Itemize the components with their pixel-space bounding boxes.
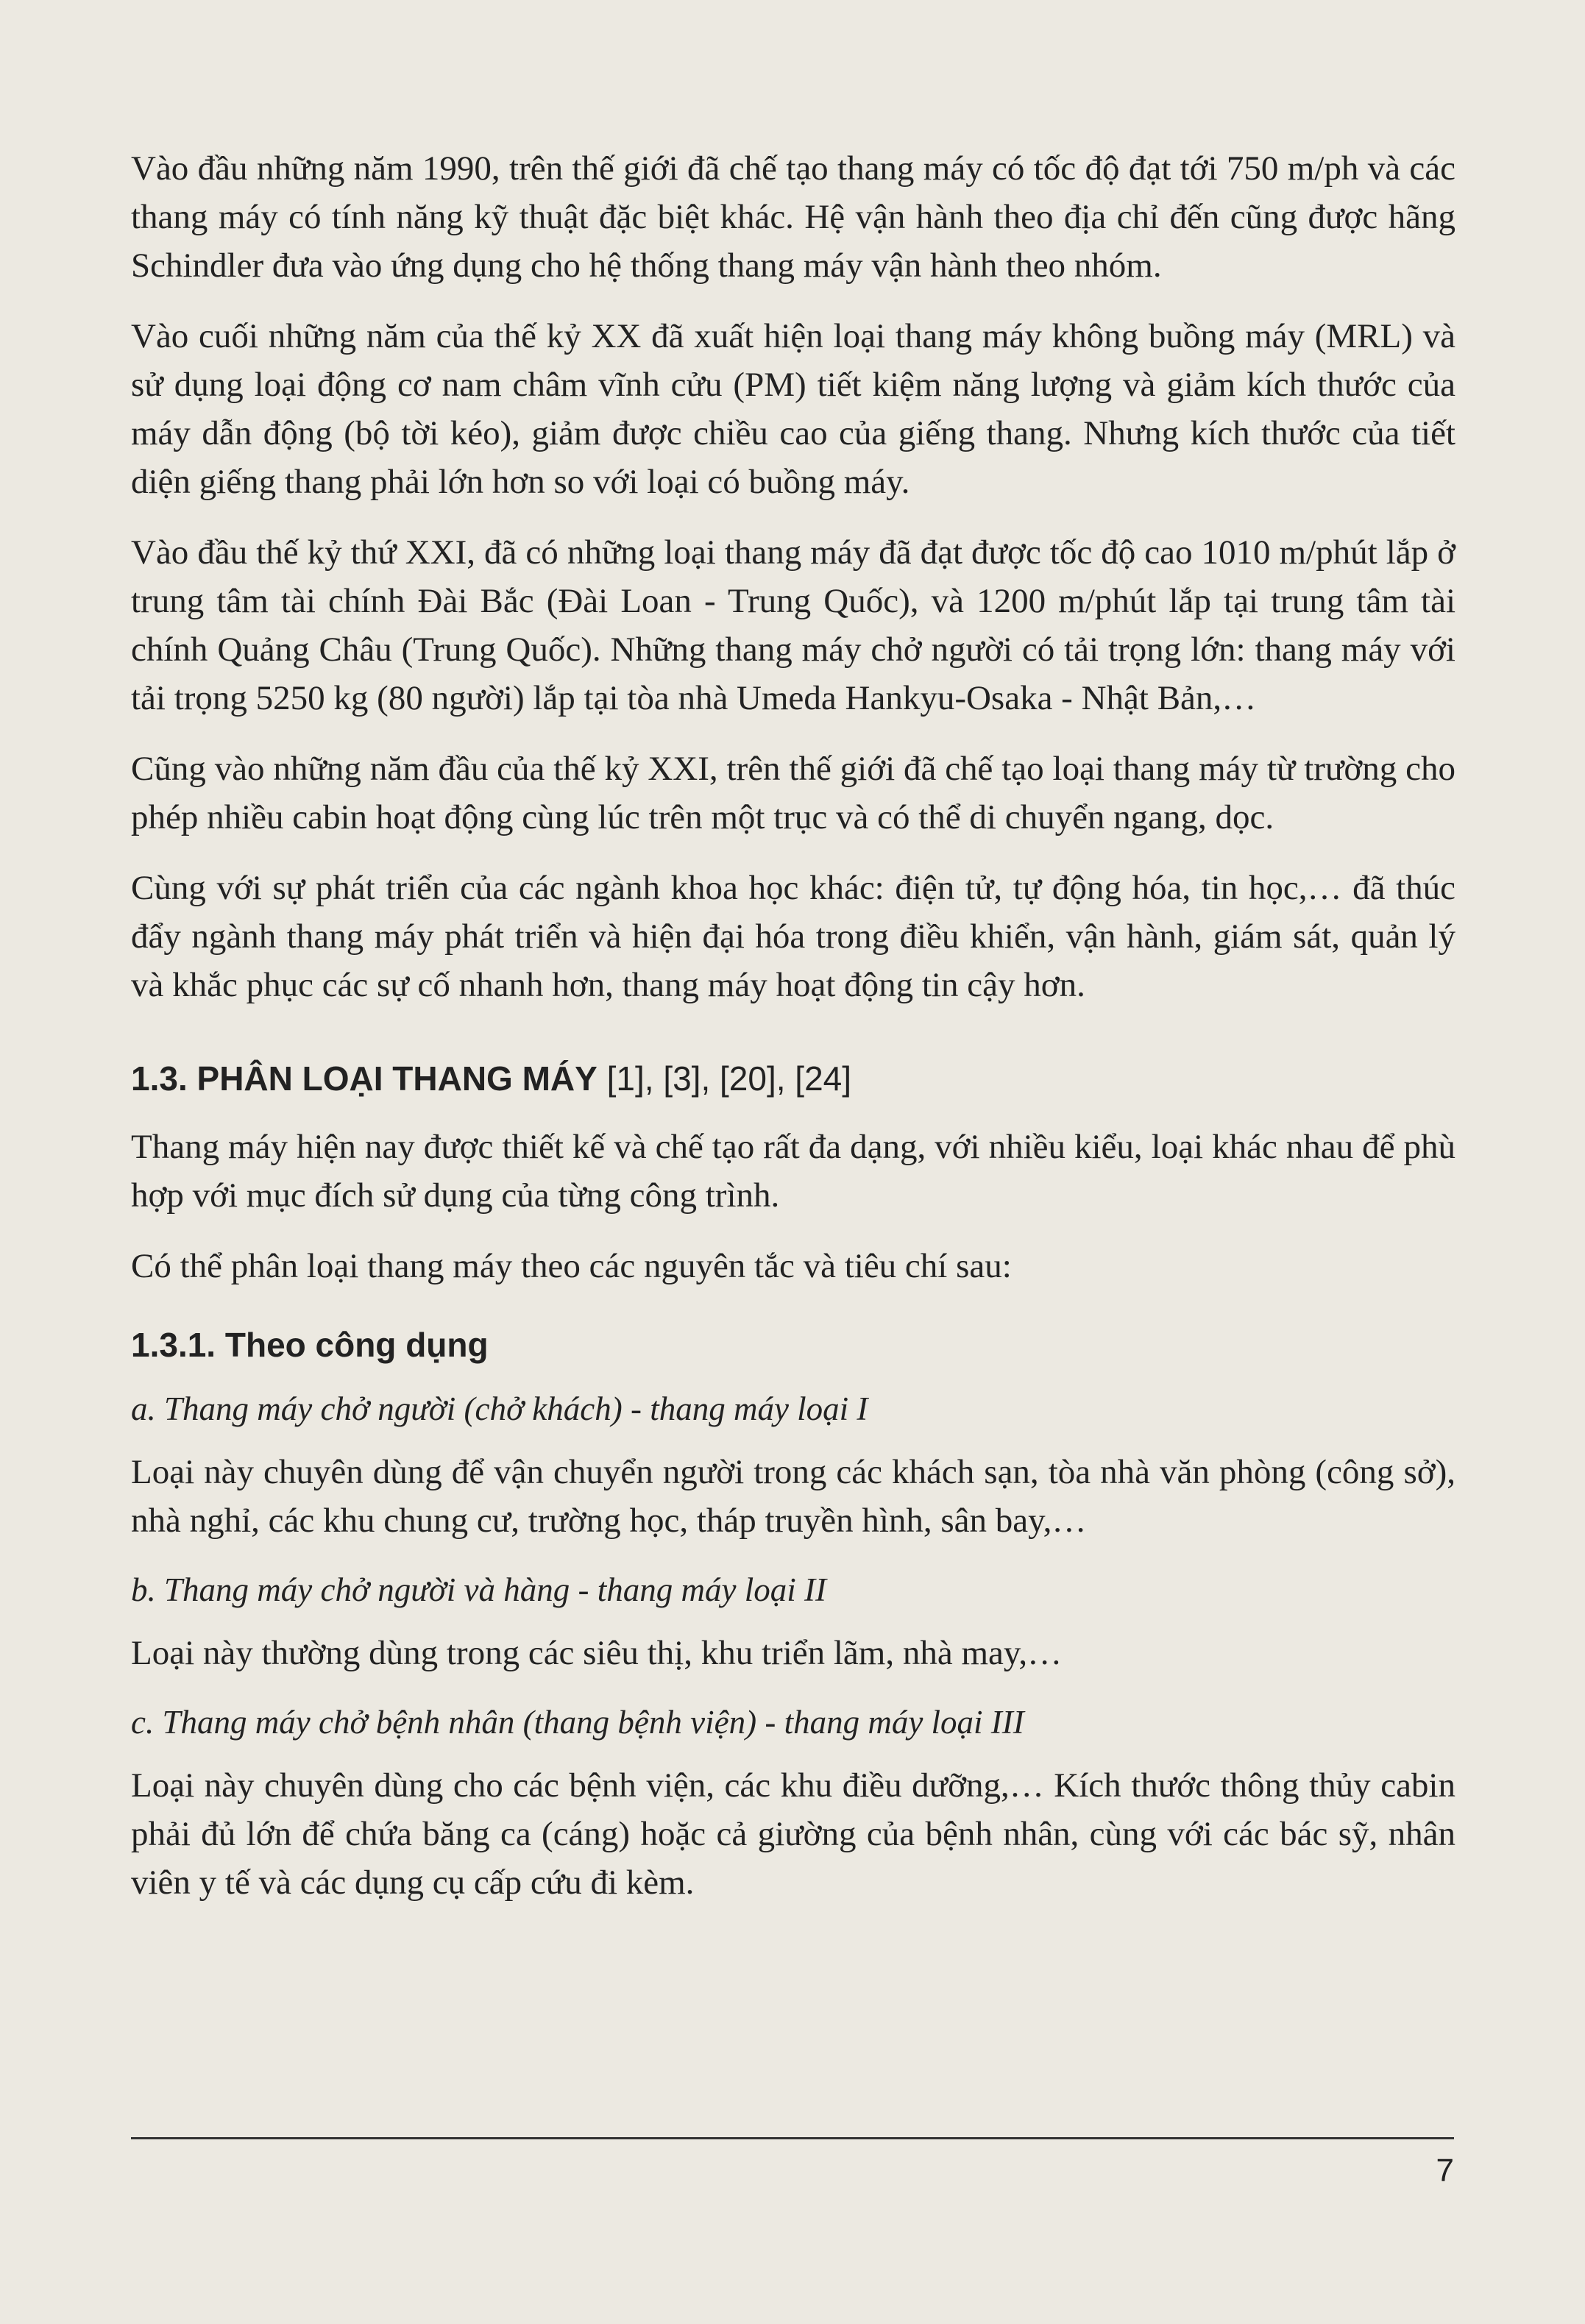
body-paragraph: Cùng với sự phát triển của các ngành khoa học khác: điện tử, tự động hóa, tin học,… đã thúc đẩy ngành thang máy phát triển và hiện đại hóa trong điều khiển, vận hành, giám sát, quản lý và khắc phục các sự cố nhanh hơn, thang máy hoạt động tin cậy hơn. (131, 869, 1455, 1004)
item-text: Loại này chuyên dùng cho các bệnh viện, các khu điều dưỡng,… Kích thước thông thủy cabin phải đủ lớn để chứa băng ca (cáng) hoặc cả giường của bệnh nhân, cùng với các bác sỹ, nhân viên y tế và các dụng cụ cấp cứu đi kèm. (131, 1766, 1455, 1902)
item-text: Loại này thường dùng trong các siêu thị, khu triển lãm, nhà may,… (131, 1634, 1063, 1672)
body-paragraph: Vào đầu những năm 1990, trên thế giới đã chế tạo thang máy có tốc độ đạt tới 750 m/ph và các thang máy có tính năng kỹ thuật đặc biệt khác. Hệ vận hành theo địa chỉ đến cũng được hãng Schindler đưa vào ứng dụng cho hệ thống thang máy vận hành theo nhóm. (131, 149, 1455, 285)
page-body (131, 144, 1455, 1929)
page-number: 7 (1436, 2153, 1454, 2189)
body-paragraph: Vào đầu thế kỷ thứ XXI, đã có những loại thang máy đã đạt được tốc độ cao 1010 m/phút lắp ở trung tâm tài chính Đài Bắc (Đài Loan - Trung Quốc), và 1200 m/phút lắp tại trung tâm tài chính Quảng Châu (Trung Quốc). Những thang máy chở người có tải trọng lớn: thang máy với tải trọng 5250 kg (80 người) lắp tại tòa nhà Umeda Hankyu-Osaka - Nhật Bản,… (131, 533, 1455, 717)
item-label: a. Thang máy chở người (chở khách) - thang máy loại I (131, 1390, 868, 1427)
footer-divider (131, 2137, 1454, 2139)
body-paragraph: Cũng vào những năm đầu của thế kỷ XXI, trên thế giới đã chế tạo loại thang máy từ trường cho phép nhiều cabin hoạt động cùng lúc trên một trục và có thể di chuyển ngang, dọc. (131, 750, 1455, 836)
body-paragraph: Vào cuối những năm của thế kỷ XX đã xuất hiện loại thang máy không buồng máy (MRL) và sử dụng loại động cơ nam châm vĩnh cửu (PM) tiết kiệm năng lượng và giảm kích thước của máy dẫn động (bộ tời kéo), giảm được chiều cao của giếng thang. Nhưng kích thước của tiết diện giếng thang phải lớn hơn so với loại có buồng máy. (131, 317, 1455, 501)
section-heading (131, 1056, 1455, 1101)
body-paragraph: Thang máy hiện nay được thiết kế và chế tạo rất đa dạng, với nhiều kiểu, loại khác nhau để phù hợp với mục đích sử dụng của từng công trình. (131, 1128, 1455, 1215)
item-text: Loại này chuyên dùng để vận chuyển người trong các khách sạn, tòa nhà văn phòng (công sở), nhà nghỉ, các khu chung cư, trường học, tháp truyền hình, sân bay,… (131, 1453, 1455, 1540)
section-references: [1], [3], [20], [24] (597, 1059, 852, 1098)
item-label: b. Thang máy chở người và hàng - thang máy loại II (131, 1571, 826, 1608)
item-label: c. Thang máy chở bệnh nhân (thang bệnh viện) - thang máy loại III (131, 1704, 1024, 1741)
section-title: 1.3. PHÂN LOẠI THANG MÁY (131, 1059, 598, 1098)
body-paragraph: Có thể phân loại thang máy theo các nguyên tắc và tiêu chí sau: (131, 1247, 1012, 1285)
subsection-heading: 1.3.1. Theo công dụng (131, 1326, 489, 1364)
